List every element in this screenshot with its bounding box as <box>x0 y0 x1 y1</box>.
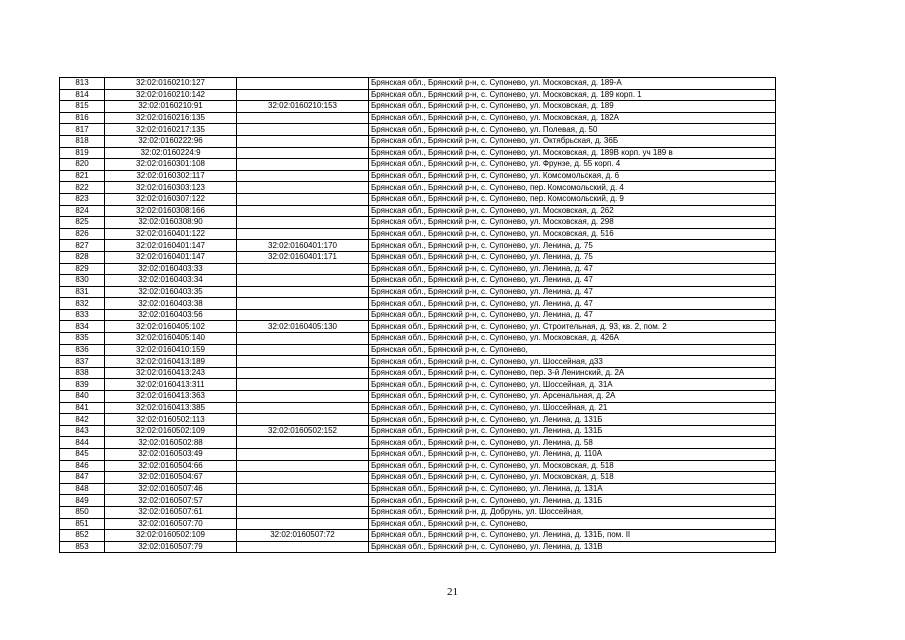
table-row <box>60 483 776 495</box>
cadastral-number-cell: 32:02:0160413:243 <box>105 367 237 379</box>
address-cell: Брянская обл., Брянский р-н, с. Супонево, ул. Московская, д. 189В корп. уч 189 в <box>369 147 776 159</box>
page-number: 21 <box>447 586 458 598</box>
cadastral-number-cell: 32:02:0160413:385 <box>105 402 237 414</box>
row-number-cell: 833 <box>60 309 105 321</box>
related-cadastral-number-cell: 32:02:0160502:152 <box>237 425 369 437</box>
cadastral-number-cell: 32:02:0160403:56 <box>105 309 237 321</box>
row-number-cell: 816 <box>60 112 105 124</box>
related-cadastral-number-cell <box>237 298 369 310</box>
table-row <box>60 251 776 263</box>
cadastral-number-cell: 32:02:0160210:142 <box>105 89 237 101</box>
table-row <box>60 147 776 159</box>
row-number-cell: 814 <box>60 89 105 101</box>
address-cell: Брянская обл., Брянский р-н, с. Супонево, пер. Комсомольский, д. 9 <box>369 193 776 205</box>
table-row <box>60 391 776 403</box>
row-number-cell: 820 <box>60 159 105 171</box>
table-row <box>60 367 776 379</box>
cadastral-number-cell: 32:02:0160410:159 <box>105 344 237 356</box>
related-cadastral-number-cell: 32:02:0160210:153 <box>237 101 369 113</box>
related-cadastral-number-cell <box>237 112 369 124</box>
address-cell: Брянская обл., Брянский р-н, с. Супонево, ул. Ленина, д. 131В <box>369 541 776 553</box>
row-number-cell: 852 <box>60 530 105 542</box>
table-row <box>60 460 776 472</box>
cadastral-number-cell: 32:02:0160504:66 <box>105 460 237 472</box>
row-number-cell: 823 <box>60 193 105 205</box>
related-cadastral-number-cell <box>237 275 369 287</box>
row-number-cell: 840 <box>60 391 105 403</box>
table-row <box>60 518 776 530</box>
cadastral-number-cell: 32:02:0160308:166 <box>105 205 237 217</box>
related-cadastral-number-cell <box>237 135 369 147</box>
table-row <box>60 309 776 321</box>
address-cell: Брянская обл., Брянский р-н, с. Супонево, ул. Арсенальная, д. 2А <box>369 391 776 403</box>
related-cadastral-number-cell <box>237 309 369 321</box>
address-cell: Брянская обл., Брянский р-н, с. Супонево, ул. Ленина, д. 47 <box>369 309 776 321</box>
address-cell: Брянская обл., Брянский р-н, с. Супонево, ул. Московская, д. 298 <box>369 217 776 229</box>
address-cell: Брянская обл., Брянский р-н, с. Супонево, ул. Строительная, д. 93, кв. 2, пом. 2 <box>369 321 776 333</box>
address-cell: Брянская обл., Брянский р-н, с. Супонево, ул. Московская, д. 516 <box>369 228 776 240</box>
address-cell: Брянская обл., Брянский р-н, с. Супонево, ул. Московская, д. 189 <box>369 101 776 113</box>
table-row <box>60 240 776 252</box>
cadastral-number-cell: 32:02:0160403:33 <box>105 263 237 275</box>
related-cadastral-number-cell <box>237 124 369 136</box>
table-row <box>60 414 776 426</box>
address-cell: Брянская обл., Брянский р-н, с. Супонево, ул. Московская, д. 182А <box>369 112 776 124</box>
table-row <box>60 402 776 414</box>
related-cadastral-number-cell <box>237 205 369 217</box>
table-row <box>60 275 776 287</box>
related-cadastral-number-cell <box>237 78 369 90</box>
address-cell: Брянская обл., Брянский р-н, с. Супонево, пер. 3-й Ленинский, д. 2А <box>369 367 776 379</box>
row-number-cell: 831 <box>60 286 105 298</box>
related-cadastral-number-cell: 32:02:0160401:170 <box>237 240 369 252</box>
cadastral-number-cell: 32:02:0160413:363 <box>105 391 237 403</box>
row-number-cell: 844 <box>60 437 105 449</box>
row-number-cell: 848 <box>60 483 105 495</box>
cadastral-number-cell: 32:02:0160503:49 <box>105 449 237 461</box>
row-number-cell: 843 <box>60 425 105 437</box>
address-cell: Брянская обл., Брянский р-н, с. Супонево, ул. Ленина, д. 75 <box>369 240 776 252</box>
cadastral-number-cell: 32:02:0160401:147 <box>105 251 237 263</box>
related-cadastral-number-cell <box>237 193 369 205</box>
cadastral-number-cell: 32:02:0160224:9 <box>105 147 237 159</box>
cadastral-number-cell: 32:02:0160507:57 <box>105 495 237 507</box>
related-cadastral-number-cell <box>237 506 369 518</box>
cadastral-number-cell: 32:02:0160403:35 <box>105 286 237 298</box>
row-number-cell: 826 <box>60 228 105 240</box>
row-number-cell: 847 <box>60 472 105 484</box>
cadastral-number-cell: 32:02:0160502:113 <box>105 414 237 426</box>
row-number-cell: 827 <box>60 240 105 252</box>
table-row <box>60 356 776 368</box>
cadastral-number-cell: 32:02:0160405:140 <box>105 333 237 345</box>
row-number-cell: 842 <box>60 414 105 426</box>
related-cadastral-number-cell <box>237 344 369 356</box>
address-cell: Брянская обл., Брянский р-н, с. Супонево, ул. Ленина, д. 131Б <box>369 495 776 507</box>
cadastral-number-cell: 32:02:0160504:67 <box>105 472 237 484</box>
related-cadastral-number-cell <box>237 391 369 403</box>
address-cell: Брянская обл., Брянский р-н, с. Супонево, ул. Московская, д. 189 корп. 1 <box>369 89 776 101</box>
row-number-cell: 829 <box>60 263 105 275</box>
table-row <box>60 506 776 518</box>
related-cadastral-number-cell <box>237 228 369 240</box>
row-number-cell: 835 <box>60 333 105 345</box>
related-cadastral-number-cell <box>237 483 369 495</box>
address-cell: Брянская обл., Брянский р-н, с. Супонево, <box>369 344 776 356</box>
address-cell: Брянская обл., Брянский р-н, с. Супонево, ул. Московская, д. 426А <box>369 333 776 345</box>
address-cell: Брянская обл., Брянский р-н, с. Супонево, ул. Шоссейная, д. 31А <box>369 379 776 391</box>
row-number-cell: 850 <box>60 506 105 518</box>
related-cadastral-number-cell <box>237 356 369 368</box>
cadastral-number-cell: 32:02:0160217:135 <box>105 124 237 136</box>
address-cell: Брянская обл., Брянский р-н, с. Супонево, ул. Ленина, д. 58 <box>369 437 776 449</box>
table-row <box>60 217 776 229</box>
address-cell: Брянская обл., Брянский р-н, с. Супонево, ул. Московская, д. 518 <box>369 460 776 472</box>
row-number-cell: 821 <box>60 170 105 182</box>
row-number-cell: 832 <box>60 298 105 310</box>
address-cell: Брянская обл., Брянский р-н, с. Супонево, ул. Ленина, д. 110А <box>369 449 776 461</box>
address-cell: Брянская обл., Брянский р-н, с. Супонево, ул. Ленина, д. 131Б <box>369 425 776 437</box>
row-number-cell: 849 <box>60 495 105 507</box>
address-cell: Брянская обл., Брянский р-н, с. Супонево, ул. Ленина, д. 131Б, пом. II <box>369 530 776 542</box>
cadastral-number-cell: 32:02:0160413:189 <box>105 356 237 368</box>
related-cadastral-number-cell <box>237 147 369 159</box>
related-cadastral-number-cell: 32:02:0160405:130 <box>237 321 369 333</box>
row-number-cell: 813 <box>60 78 105 90</box>
table-row <box>60 344 776 356</box>
table-row <box>60 228 776 240</box>
table-row <box>60 286 776 298</box>
related-cadastral-number-cell <box>237 89 369 101</box>
table-row <box>60 298 776 310</box>
cadastral-number-cell: 32:02:0160507:79 <box>105 541 237 553</box>
table-row <box>60 321 776 333</box>
address-cell: Брянская обл., Брянский р-н, с. Супонево, ул. Комсомольская, д. 6 <box>369 170 776 182</box>
cadastral-number-cell: 32:02:0160502:88 <box>105 437 237 449</box>
address-cell: Брянская обл., Брянский р-н, с. Супонево, ул. Московская, д. 262 <box>369 205 776 217</box>
table-row <box>60 495 776 507</box>
address-cell: Брянская обл., Брянский р-н, с. Супонево, ул. Ленина, д. 131А <box>369 483 776 495</box>
cadastral-number-cell: 32:02:0160216:135 <box>105 112 237 124</box>
row-number-cell: 822 <box>60 182 105 194</box>
address-cell: Брянская обл., Брянский р-н, с. Супонево, ул. Полевая, д. 50 <box>369 124 776 136</box>
address-cell: Брянская обл., Брянский р-н, с. Супонево, ул. Шоссейная, д33 <box>369 356 776 368</box>
row-number-cell: 839 <box>60 379 105 391</box>
address-cell: Брянская обл., Брянский р-н, с. Супонево, ул. Московская, д. 518 <box>369 472 776 484</box>
address-cell: Брянская обл., Брянский р-н, с. Супонево, пер. Комсомольский, д. 4 <box>369 182 776 194</box>
cadastral-number-cell: 32:02:0160308:90 <box>105 217 237 229</box>
table-row <box>60 205 776 217</box>
address-cell: Брянская обл., Брянский р-н, с. Супонево, ул. Шоссейная, д. 21 <box>369 402 776 414</box>
related-cadastral-number-cell <box>237 518 369 530</box>
related-cadastral-number-cell <box>237 217 369 229</box>
related-cadastral-number-cell: 32:02:0160507:72 <box>237 530 369 542</box>
address-cell: Брянская обл., Брянский р-н, с. Супонево, ул. Ленина, д. 47 <box>369 286 776 298</box>
table-row <box>60 449 776 461</box>
cadastral-number-cell: 32:02:0160507:46 <box>105 483 237 495</box>
cadastral-number-cell: 32:02:0160502:109 <box>105 425 237 437</box>
row-number-cell: 828 <box>60 251 105 263</box>
address-cell: Брянская обл., Брянский р-н, с. Супонево, ул. Октябрьская, д. 36Б <box>369 135 776 147</box>
table-row <box>60 159 776 171</box>
related-cadastral-number-cell <box>237 182 369 194</box>
cadastral-number-cell: 32:02:0160403:34 <box>105 275 237 287</box>
cadastral-number-cell: 32:02:0160502:109 <box>105 530 237 542</box>
table-row <box>60 78 776 90</box>
table-row <box>60 263 776 275</box>
address-cell: Брянская обл., Брянский р-н, с. Супонево, ул. Ленина, д. 131Б <box>369 414 776 426</box>
related-cadastral-number-cell <box>237 402 369 414</box>
table-row <box>60 379 776 391</box>
cadastral-number-cell: 32:02:0160303:123 <box>105 182 237 194</box>
table-row <box>60 333 776 345</box>
row-number-cell: 851 <box>60 518 105 530</box>
related-cadastral-number-cell <box>237 472 369 484</box>
row-number-cell: 836 <box>60 344 105 356</box>
table-row <box>60 135 776 147</box>
address-cell: Брянская обл., Брянский р-н, д. Добрунь, ул. Шоссейная, <box>369 506 776 518</box>
row-number-cell: 845 <box>60 449 105 461</box>
related-cadastral-number-cell <box>237 263 369 275</box>
related-cadastral-number-cell <box>237 333 369 345</box>
cadastral-number-cell: 32:02:0160301:108 <box>105 159 237 171</box>
cadastral-number-cell: 32:02:0160507:70 <box>105 518 237 530</box>
address-cell: Брянская обл., Брянский р-н, с. Супонево, ул. Ленина, д. 47 <box>369 298 776 310</box>
cadastral-number-cell: 32:02:0160413:311 <box>105 379 237 391</box>
row-number-cell: 837 <box>60 356 105 368</box>
row-number-cell: 853 <box>60 541 105 553</box>
row-number-cell: 824 <box>60 205 105 217</box>
related-cadastral-number-cell <box>237 170 369 182</box>
table-row <box>60 193 776 205</box>
table-row <box>60 112 776 124</box>
row-number-cell: 817 <box>60 124 105 136</box>
table-row <box>60 182 776 194</box>
related-cadastral-number-cell <box>237 449 369 461</box>
address-cell: Брянская обл., Брянский р-н, с. Супонево, ул. Московская, д. 189-А <box>369 78 776 90</box>
cadastral-number-cell: 32:02:0160210:127 <box>105 78 237 90</box>
table-row <box>60 124 776 136</box>
cadastral-number-cell: 32:02:0160401:122 <box>105 228 237 240</box>
cadastral-number-cell: 32:02:0160405:102 <box>105 321 237 333</box>
related-cadastral-number-cell <box>237 414 369 426</box>
related-cadastral-number-cell <box>237 460 369 472</box>
cadastral-number-cell: 32:02:0160401:147 <box>105 240 237 252</box>
row-number-cell: 841 <box>60 402 105 414</box>
row-number-cell: 819 <box>60 147 105 159</box>
table-row <box>60 530 776 542</box>
table-row <box>60 101 776 113</box>
cadastral-number-cell: 32:02:0160210:91 <box>105 101 237 113</box>
cadastral-number-cell: 32:02:0160307:122 <box>105 193 237 205</box>
table-row <box>60 425 776 437</box>
property-register-table <box>59 77 776 553</box>
table-row <box>60 541 776 553</box>
table-row <box>60 437 776 449</box>
related-cadastral-number-cell <box>237 437 369 449</box>
address-cell: Брянская обл., Брянский р-н, с. Супонево, ул. Фрунзе, д. 55 корп. 4 <box>369 159 776 171</box>
register-table-body <box>60 78 776 553</box>
row-number-cell: 818 <box>60 135 105 147</box>
cadastral-number-cell: 32:02:0160222:96 <box>105 135 237 147</box>
related-cadastral-number-cell <box>237 367 369 379</box>
row-number-cell: 838 <box>60 367 105 379</box>
address-cell: Брянская обл., Брянский р-н, с. Супонево, ул. Ленина, д. 47 <box>369 275 776 287</box>
cadastral-number-cell: 32:02:0160302:117 <box>105 170 237 182</box>
cadastral-number-cell: 32:02:0160403:38 <box>105 298 237 310</box>
row-number-cell: 846 <box>60 460 105 472</box>
row-number-cell: 825 <box>60 217 105 229</box>
related-cadastral-number-cell <box>237 541 369 553</box>
row-number-cell: 830 <box>60 275 105 287</box>
related-cadastral-number-cell <box>237 379 369 391</box>
table-row <box>60 89 776 101</box>
row-number-cell: 815 <box>60 101 105 113</box>
table-row <box>60 472 776 484</box>
row-number-cell: 834 <box>60 321 105 333</box>
address-cell: Брянская обл., Брянский р-н, с. Супонево, ул. Ленина, д. 47 <box>369 263 776 275</box>
address-cell: Брянская обл., Брянский р-н, с. Супонево, ул. Ленина, д. 75 <box>369 251 776 263</box>
related-cadastral-number-cell <box>237 495 369 507</box>
related-cadastral-number-cell: 32:02:0160401:171 <box>237 251 369 263</box>
address-cell: Брянская обл., Брянский р-н, с. Супонево, <box>369 518 776 530</box>
related-cadastral-number-cell <box>237 159 369 171</box>
table-row <box>60 170 776 182</box>
cadastral-number-cell: 32:02:0160507:61 <box>105 506 237 518</box>
related-cadastral-number-cell <box>237 286 369 298</box>
